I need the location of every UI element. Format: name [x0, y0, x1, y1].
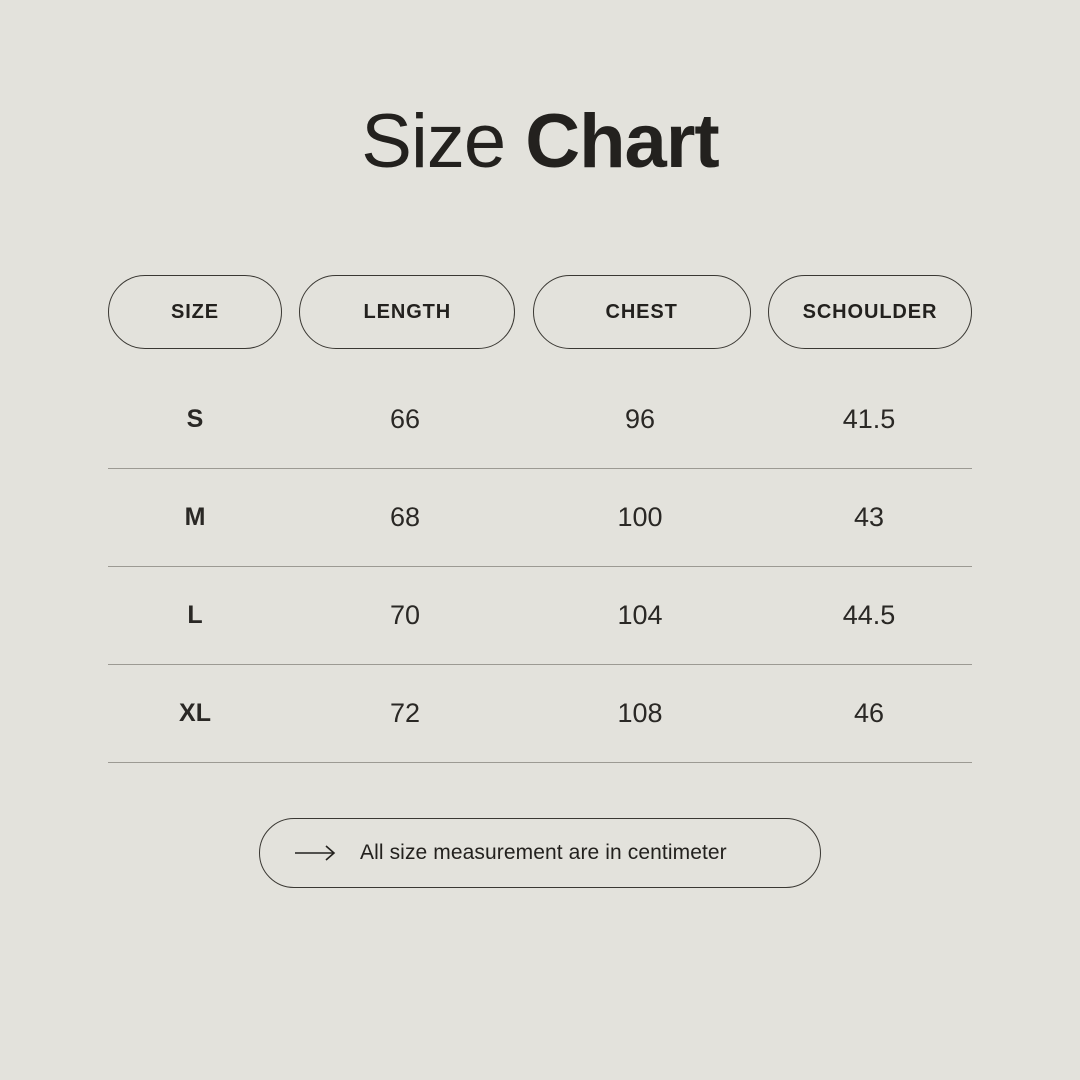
cell-size: L [187, 601, 203, 629]
table-row [108, 371, 972, 469]
table-header-row [108, 275, 972, 349]
cell-chest: 104 [617, 600, 663, 630]
page-title [0, 99, 1080, 184]
cell-size: XL [179, 699, 211, 727]
cell-size: S [186, 405, 204, 433]
column-header-chest: CHEST [533, 275, 751, 349]
cell-length: 66 [389, 404, 421, 434]
cell-chest: 108 [617, 698, 663, 728]
cell-schoulder: 44.5 [842, 600, 896, 630]
cell-size: M [184, 503, 206, 531]
column-header-size: SIZE [108, 275, 282, 349]
measurement-note-text: All size measurement are in centimeter [360, 841, 727, 864]
column-header-length: LENGTH [299, 275, 515, 349]
arrow-right-icon [294, 845, 338, 861]
cell-schoulder: 43 [853, 502, 885, 532]
measurement-note [259, 818, 821, 888]
cell-chest: 100 [617, 502, 663, 532]
cell-schoulder: 41.5 [842, 404, 896, 434]
page-title-light: Size [361, 99, 526, 184]
size-table [108, 275, 972, 763]
page-title-bold: Chart [525, 99, 719, 184]
cell-chest: 96 [624, 404, 656, 434]
column-header-schoulder: SCHOULDER [768, 275, 972, 349]
table-row [108, 469, 972, 567]
cell-length: 72 [389, 698, 421, 728]
cell-length: 70 [389, 600, 421, 630]
table-body [108, 371, 972, 763]
cell-length: 68 [389, 502, 421, 532]
cell-schoulder: 46 [853, 698, 885, 728]
table-row [108, 665, 972, 763]
table-row [108, 567, 972, 665]
